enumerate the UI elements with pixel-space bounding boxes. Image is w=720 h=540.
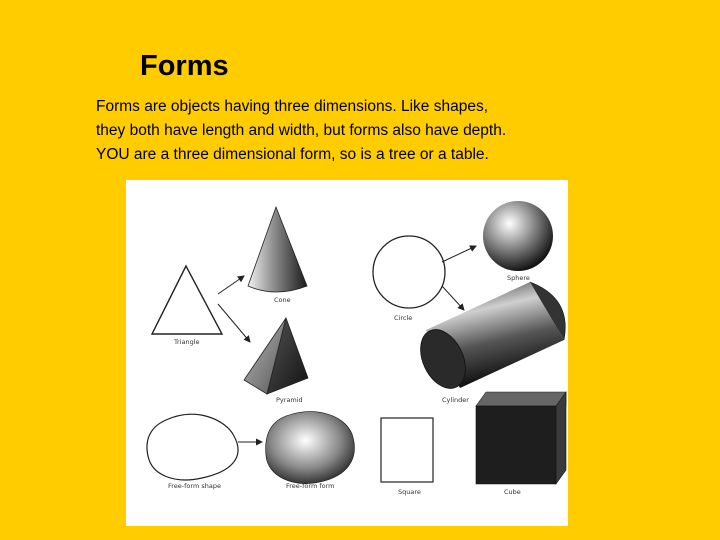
cylinder-caption: Cylinder: [442, 396, 469, 404]
body-line-2: they both have length and width, but forms also have depth.: [96, 122, 507, 139]
body-line-1: Forms are objects having three dimensions. Like shapes,: [96, 98, 489, 115]
pyramid-form: [244, 318, 308, 394]
shapes-and-forms-illustration: [126, 180, 568, 526]
freeform-shape: [147, 414, 238, 480]
freeform-shape-caption: Free-form shape: [168, 482, 221, 490]
freeform-form-caption: Free-form form: [286, 482, 335, 490]
circle-to-sphere-arrow: [442, 246, 476, 262]
cube-caption: Cube: [504, 488, 521, 496]
square-caption: Square: [398, 488, 421, 496]
circle-shape: [373, 236, 445, 308]
circle-caption: Circle: [394, 314, 413, 322]
slide-body-text: [96, 95, 696, 167]
square-shape: [381, 418, 433, 482]
freeform-form: [266, 412, 355, 484]
cylinder-form: [412, 282, 566, 396]
triangle-shape: [152, 266, 222, 334]
triangle-caption: Triangle: [174, 338, 200, 346]
cube-form: [476, 392, 566, 484]
triangle-to-cone-arrow: [218, 276, 244, 294]
sphere-caption: Sphere: [507, 274, 530, 282]
circle-to-cylinder-arrow: [442, 286, 464, 310]
triangle-to-pyramid-arrow: [218, 304, 250, 342]
pyramid-caption: Pyramid: [276, 396, 303, 404]
cone-caption: Cone: [274, 296, 291, 304]
body-line-3: YOU are a three dimensional form, so is a tree or a table.: [96, 146, 489, 163]
sphere-form: [483, 201, 553, 271]
cone-form: [248, 207, 307, 292]
slide-title: Forms: [140, 50, 229, 82]
